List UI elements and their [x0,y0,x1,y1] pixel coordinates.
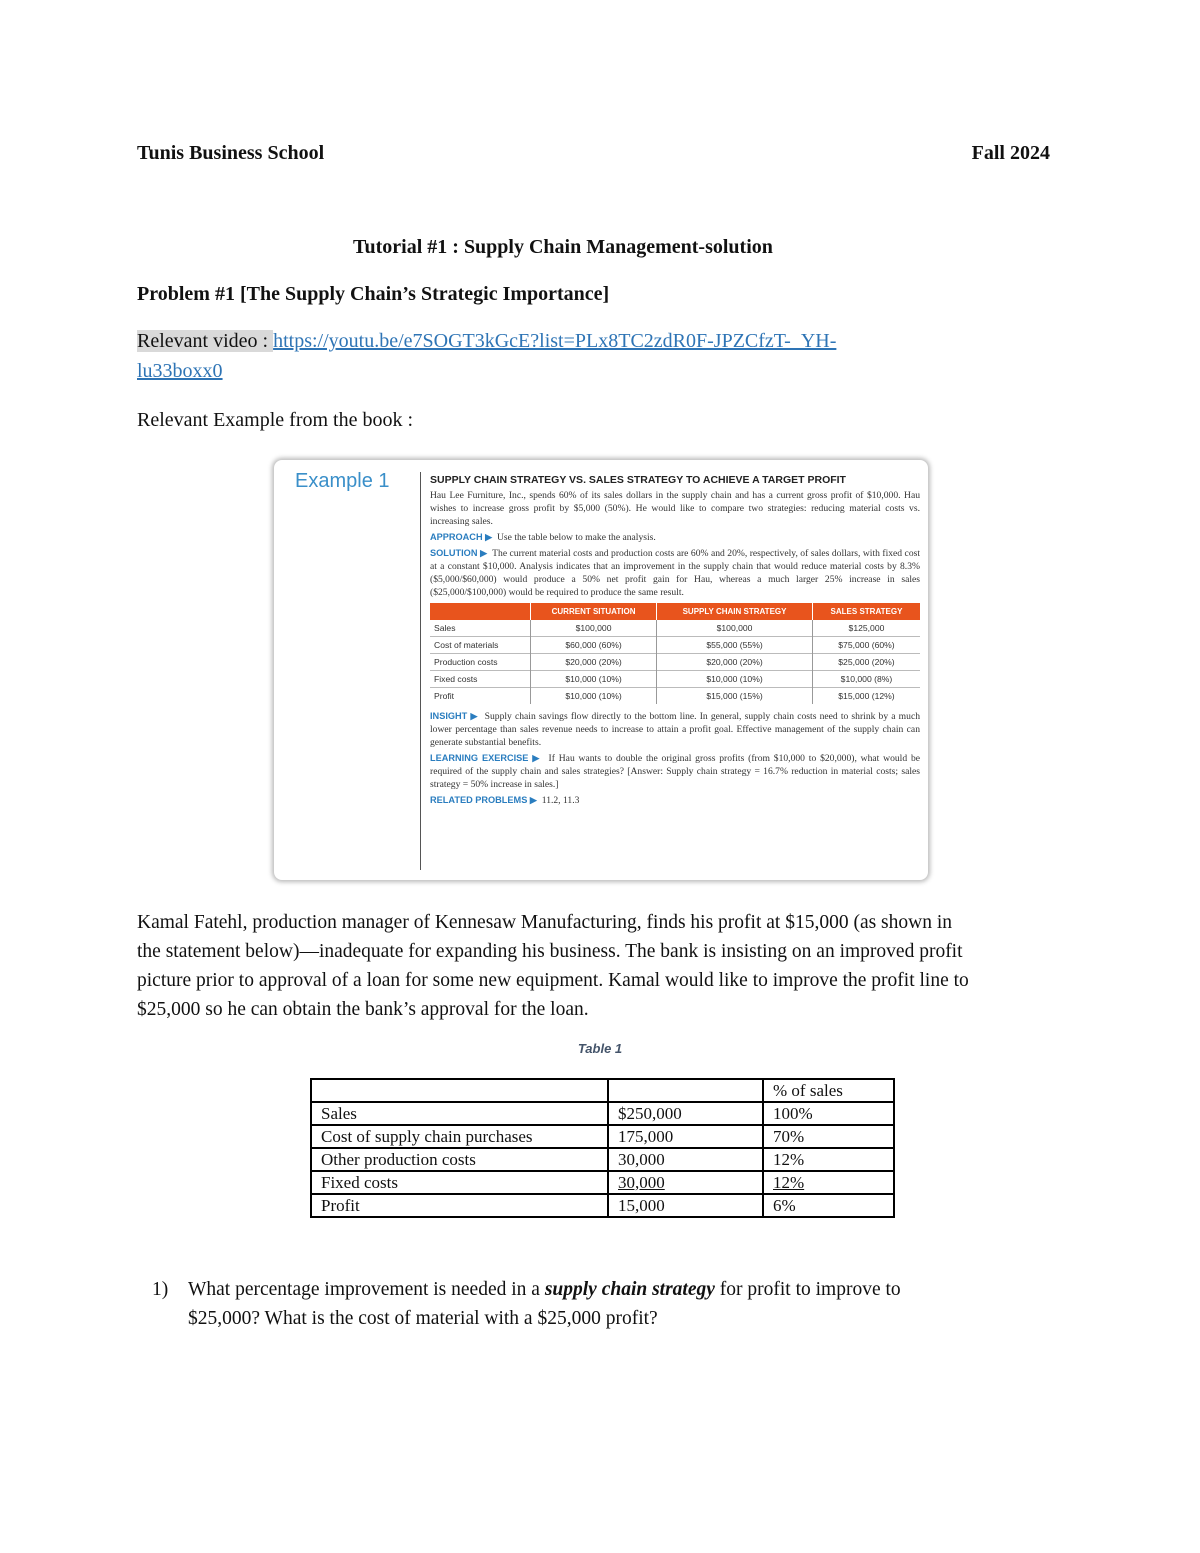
solution-text: The current material costs and production costs are 60% and 20%, respectively, of sales dollars, with fixed cost at a constant $10,000. Analysis indicates that an improvement in the supply chain that would reduce material costs by 8.3% ($5,000/$60,000) would produce a 50% net profit gain for Hau, whereas a much larger 25% increase in sales ($25,000/$100,000) would be required to produce the same result. [430,548,921,598]
example-table [430,603,920,704]
table-cell [311,1079,608,1102]
example-intro-text: Hau Lee Furniture, Inc., spends 60% of its sales dollars in the supply chain and has a current gross profit of $10,000. Hau wishes to increase gross profit by $5,000 (50%). He would like to compare two strategies: reducing material costs vs. increasing sales. [430,490,920,527]
table-cell: 70% [763,1125,894,1148]
paragraph-line: the statement below)—inadequate for expanding his business. The bank is insisting on an improved profit [137,941,963,962]
insight-keyword: INSIGHT ▶ [430,711,479,721]
question-line: $25,000? What is the cost of material with a $25,000 profit? [188,1308,658,1329]
table-cell: Other production costs [311,1148,608,1171]
example-solution [430,547,920,599]
question-line [188,1275,1018,1304]
example-divider [420,472,421,870]
table-cell: Cost of supply chain purchases [311,1125,608,1148]
underlined-value: 12% [773,1172,805,1192]
example-table-header [430,603,920,620]
example-header-blank [430,603,531,620]
example-heading: SUPPLY CHAIN STRATEGY VS. SALES STRATEGY TO ACHIEVE A TARGET PROFIT [430,474,846,486]
question-emphasis: supply chain strategy [544,1279,715,1300]
table-cell: $125,000 [812,620,920,637]
approach-keyword: APPROACH ▶ [430,532,493,542]
book-example-figure [274,460,928,880]
table-cell: $100,000 [657,620,813,637]
example-label: Example 1 [295,470,390,492]
table-cell: $20,000 (20%) [657,654,813,671]
table-cell: 175,000 [608,1125,763,1148]
table-cell: Production costs [430,654,531,671]
related-text: 11.2, 11.3 [541,795,580,806]
video-reference [137,327,836,356]
table-cell: Sales [311,1102,608,1125]
table-cell: 6% [763,1194,894,1217]
video-label: Relevant video : [137,330,274,352]
table-cell: $250,000 [608,1102,763,1125]
example-approach [430,531,920,544]
solution-keyword: SOLUTION ▶ [430,548,488,558]
table-cell [608,1171,763,1194]
table-cell [763,1171,894,1194]
paragraph-line: Kamal Fatehl, production manager of Kennesaw Manufacturing, finds his profit at $15,000 (as shown in [137,912,953,933]
table-row [311,1102,894,1125]
question-text [188,1275,1018,1333]
table-row [311,1125,894,1148]
question-number: 1) [152,1279,169,1300]
example-insight [430,710,920,749]
table-header-row [311,1079,894,1102]
table-cell: $15,000 (12%) [812,688,920,705]
table-cell: $55,000 (55%) [657,637,813,654]
table-cell: $20,000 (20%) [531,654,657,671]
term-label: Fall 2024 [971,142,1050,164]
table-cell: $25,000 (20%) [812,654,920,671]
table-cell: $10,000 (8%) [812,671,920,688]
example-header-supply: SUPPLY CHAIN STRATEGY [657,603,813,620]
table-cell: $10,000 (10%) [531,671,657,688]
video-link-cont[interactable]: lu33boxx0 [137,360,223,382]
underlined-value: 30,000 [618,1172,665,1192]
table-cell: $100,000 [531,620,657,637]
example-header-current: CURRENT SITUATION [531,603,657,620]
problem-paragraph [137,908,969,1024]
table-row [430,654,920,671]
table-cell: Profit [311,1194,608,1217]
pct-of-sales-header: % of sales [763,1079,894,1102]
example-intro: Relevant Example from the book : [137,409,414,431]
table-cell: 15,000 [608,1194,763,1217]
table-cell: 100% [763,1102,894,1125]
table-cell: Profit [430,688,531,705]
table-cell: Fixed costs [430,671,531,688]
exercise-keyword: LEARNING EXERCISE ▶ [430,753,541,763]
paragraph-line: $25,000 so he can obtain the bank’s approval for the loan. [137,999,589,1020]
table-cell: $15,000 (15%) [657,688,813,705]
insight-text: Supply chain savings flow directly to the bottom line. In general, supply chain costs need to shrink by a much lower percentage than sales revenue needs to increase to attain a profit goal. Effective management of the supply chain can generate substantial benefits. [430,711,920,748]
question-pre: What percentage improvement is needed in a [188,1279,545,1300]
approach-text: Use the table below to make the analysis. [497,532,656,543]
table-cell: Cost of materials [430,637,531,654]
question-post: for profit to improve to [714,1279,901,1300]
table-cell [608,1079,763,1102]
table-cell: Fixed costs [311,1171,608,1194]
table-row [311,1171,894,1194]
problem-heading: Problem #1 [The Supply Chain’s Strategic Importance] [137,283,610,305]
table-row [430,671,920,688]
table-caption: Table 1 [577,1041,623,1056]
table-row [430,637,920,654]
exercise-text: If Hau wants to double the original gross profits (from $10,000 to $20,000), what would be required of the supply chain and sales strategies? [Answer: Supply chain strategy = 16.7% reduction in material costs; sales strategy = 50% increase in sales.] [430,753,921,790]
table-cell: 30,000 [608,1148,763,1171]
table-cell: 12% [763,1148,894,1171]
table-cell: $10,000 (10%) [531,688,657,705]
table-cell: Sales [434,622,456,633]
paragraph-line: picture prior to approval of a loan for some new equipment. Kamal would like to improve the profit line to [137,970,969,991]
example-content [430,474,920,810]
example-exercise [430,752,920,791]
example-related [430,794,920,807]
table-row [430,620,920,637]
table-row [430,688,920,705]
income-statement-table [310,1078,895,1218]
video-link[interactable]: https://youtu.be/e7SOGT3kGcE?list=PLx8TC2zdR0F-JPZCfzT-_YH- [273,330,837,352]
table-row [311,1194,894,1217]
table-cell: $10,000 (10%) [657,671,813,688]
example-header-sales: SALES STRATEGY [812,603,920,620]
school-name: Tunis Business School [137,142,325,164]
related-keyword: RELATED PROBLEMS ▶ [430,795,537,805]
table-cell: $75,000 (60%) [812,637,920,654]
video-reference-cont [137,357,223,386]
table-cell: $60,000 (60%) [531,637,657,654]
table-row [311,1148,894,1171]
